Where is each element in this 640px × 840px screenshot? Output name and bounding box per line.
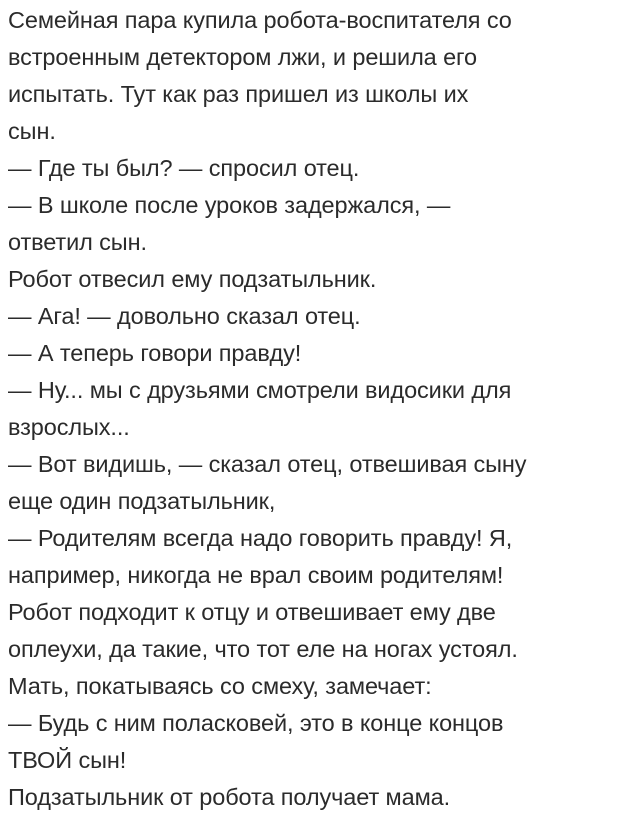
text-line: ТВОЙ сын! [8,747,127,773]
text-line: Мать, покатываясь со смеху, замечает: [8,673,432,699]
text-line: например, никогда не врал своим родителям! [8,562,504,588]
text-line: — Ну... мы с друзьями смотрели видосики для [8,377,512,403]
text-line: Подзатыльник от робота получает мама. [8,784,451,810]
text-line: — Где ты был? — спросил отец. [8,155,360,181]
text-line: — А теперь говори правду! [8,340,302,366]
text-line: Семейная пара купила робота-воспитателя со [8,7,512,33]
text-line: взрослых... [8,414,130,440]
text-line: оплеухи, да такие, что тот еле на ногах устоял. [8,636,518,662]
text-line: — Ага! — довольно сказал отец. [8,303,361,329]
text-line: испытать. Тут как раз пришел из школы их [8,81,469,107]
text-line: встроенным детектором лжи, и решила его [8,44,477,70]
text-line: сын. [8,118,56,144]
text-line: — Вот видишь, — сказал отец, отвешивая сыну [8,451,527,477]
text-line: Робот отвесил ему подзатыльник. [8,266,377,292]
text-line: Робот подходит к отцу и отвешивает ему две [8,599,496,625]
text-line: ответил сын. [8,229,147,255]
text-line: — Родителям всегда надо говорить правду! Я, [8,525,513,551]
text-line: — В школе после уроков задержался, — [8,192,451,218]
text-line: — Будь с ним поласковей, это в конце концов [8,710,504,736]
text-line: еще один подзатыльник, [8,488,276,514]
